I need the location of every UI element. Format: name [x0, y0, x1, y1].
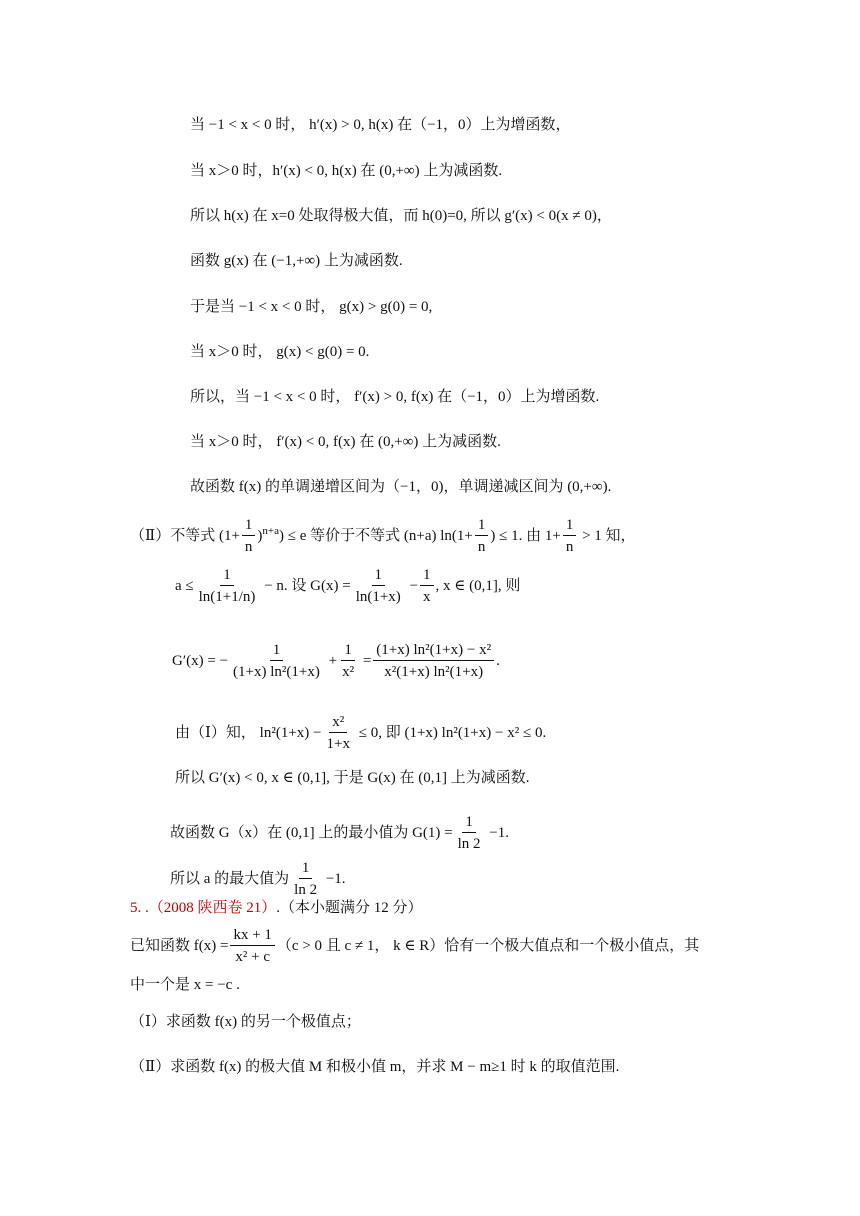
denominator: x²: [342, 664, 355, 680]
fraction: [563, 515, 577, 558]
fraction: [420, 565, 434, 608]
fraction: [196, 565, 259, 608]
text-segment: −1.: [485, 824, 509, 841]
denominator: x²(1+x) ln²(1+x): [384, 664, 484, 680]
fraction: [291, 858, 320, 901]
text-segment: a ≤: [175, 577, 194, 594]
text-segment: +: [324, 652, 338, 669]
exponent: n+a: [262, 524, 279, 537]
numerator: 1: [475, 515, 489, 536]
text-segment: > 1 知，: [578, 527, 636, 544]
numerator: 1: [462, 812, 476, 833]
problem-source: （2008 陕西卷 21）: [148, 900, 277, 916]
text-segment: 已知函数 f(x) =: [130, 937, 229, 954]
denominator: n: [244, 539, 253, 555]
denominator: n: [477, 539, 486, 555]
formula-line: [175, 565, 520, 608]
text-line: 故函数 f(x) 的单调递增区间为（−1，0)，单调递减区间为 (0,+∞).: [190, 479, 612, 495]
denominator: x: [423, 589, 431, 605]
text-segment: =: [359, 652, 372, 669]
text-line: 当 x＞0 时，h′(x) < 0, h(x) 在 (0,+∞) 上为减函数.: [190, 163, 503, 179]
formula-line: [130, 925, 699, 968]
text-segment: − n. 设 G(x) =: [260, 577, 351, 594]
formula-line: [170, 812, 509, 855]
question-2: （Ⅱ）求函数 f(x) 的极大值 M 和极小值 m，并求 M − m≥1 时 k 的取值范围.: [130, 1059, 620, 1075]
denominator: ln(1+x): [355, 589, 401, 605]
numerator: 1: [341, 640, 355, 661]
formula-line: [172, 640, 500, 683]
text-segment: .（本小题满分 12 分）: [276, 900, 423, 916]
text-line: 所以 h(x) 在 x=0 处取得极大值，而 h(0)=0, 所以 g′(x) < 0(x ≠ 0)，: [190, 208, 612, 224]
formula-line: [175, 712, 546, 755]
numerator: 1: [270, 640, 284, 661]
denominator: ln 2: [294, 882, 318, 898]
fraction: [339, 640, 357, 683]
fraction: [455, 812, 484, 855]
formula-line: [170, 858, 346, 901]
text-segment: ) ≤ e 等价于不等式 (n+a) ln(1+: [279, 527, 473, 544]
text-segment: （Ⅱ）不等式 (1+: [130, 527, 240, 544]
denominator: (1+x) ln²(1+x): [233, 664, 320, 680]
text-segment: 由（Ⅰ）知， ln²(1+x) −: [175, 724, 322, 741]
text-line: 当 x＞0 时， g(x) < g(0) = 0.: [190, 344, 370, 360]
text-line: 当 −1 < x < 0 时， h′(x) > 0, h(x) 在（−1，0）上为增函数，: [190, 117, 571, 133]
problem-number: 5. .: [130, 900, 149, 916]
text-line: 当 x＞0 时， f′(x) < 0, f(x) 在 (0,+∞) 上为减函数.: [190, 434, 501, 450]
text-segment: ): [257, 527, 263, 544]
text-segment: G′(x) = −: [172, 652, 229, 669]
question-1: （Ⅰ）求函数 f(x) 的另一个极值点；: [130, 1014, 361, 1030]
fraction: [242, 515, 256, 558]
text-line: 函数 g(x) 在 (−1,+∞) 上为减函数.: [190, 253, 403, 269]
fraction: [230, 640, 323, 683]
text-segment: 故函数 G（x）在 (0,1] 上的最小值为 G(1) =: [170, 824, 453, 841]
text-segment: .: [496, 652, 500, 669]
denominator: ln(1+1/n): [198, 589, 256, 605]
text-segment: ) ≤ 1. 由 1+: [490, 527, 561, 544]
denominator: n: [565, 539, 574, 555]
numerator: x²: [329, 712, 347, 733]
text-segment: ≤ 0, 即 (1+x) ln²(1+x) − x² ≤ 0.: [354, 724, 547, 741]
denominator: ln 2: [457, 836, 481, 852]
fraction: [353, 565, 404, 608]
text-segment: （c > 0 且 c ≠ 1， k ∈ R）恰有一个极大值点和一个极小值点，其: [276, 937, 700, 954]
text-line: 于是当 −1 < x < 0 时， g(x) > g(0) = 0,: [190, 299, 433, 315]
problem-heading: [130, 898, 423, 918]
numerator: 1: [242, 515, 256, 536]
fraction: [475, 515, 489, 558]
numerator: 1: [563, 515, 577, 536]
text-line: 所以 G′(x) < 0, x ∈ (0,1], 于是 G(x) 在 (0,1] 上为减函数.: [175, 770, 530, 786]
text-line: 所以，当 −1 < x < 0 时， f′(x) > 0, f(x) 在（−1，0）上为增函数.: [190, 389, 600, 405]
numerator: 1: [299, 858, 313, 879]
fraction: [324, 712, 353, 755]
numerator: 1: [420, 565, 434, 586]
numerator: kx + 1: [230, 925, 274, 946]
fraction: [373, 640, 494, 683]
denominator: 1+x: [326, 736, 350, 752]
text-segment: −1.: [322, 870, 346, 887]
text-segment: , x ∈ (0,1], 则: [435, 577, 521, 594]
text-segment: 所以 a 的最大值为: [170, 870, 290, 887]
numerator: (1+x) ln²(1+x) − x²: [373, 640, 494, 661]
numerator: 1: [220, 565, 234, 586]
text-line: 中一个是 x = −c .: [130, 977, 240, 993]
fraction: [230, 925, 274, 968]
numerator: 1: [372, 565, 386, 586]
denominator: x² + c: [235, 949, 270, 965]
text-segment: −: [405, 577, 419, 594]
formula-line: [130, 515, 636, 558]
